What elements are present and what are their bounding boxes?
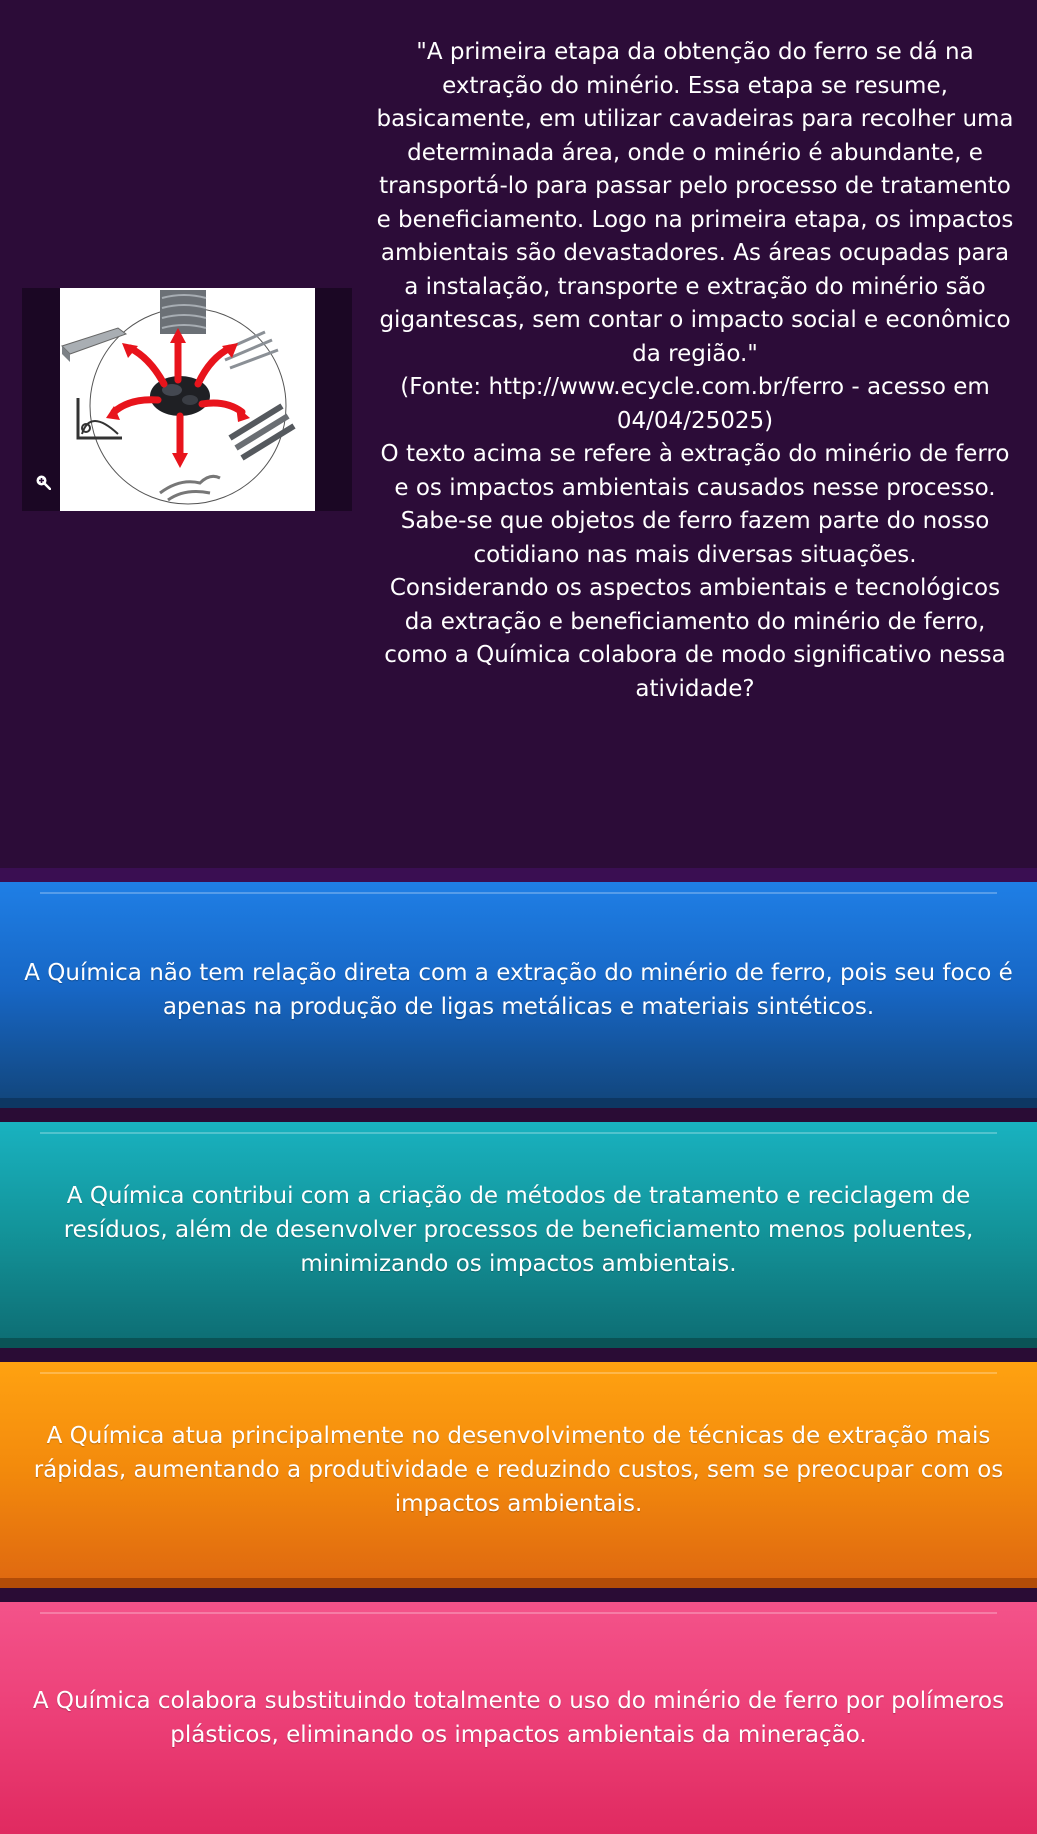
answer-option-1-text: A Química não tem relação direta com a extração do minério de ferro, pois seu foco é apenas na produção de ligas metálicas e materiais sintéticos. [24,960,1013,1020]
answer-option-4[interactable] [0,1602,1037,1834]
zoom-in-icon-svg [35,474,51,490]
question-image-panel [22,288,352,511]
zoom-in-icon[interactable] [33,474,53,494]
answer-option-2-text: A Química contribui com a criação de métodos de tratamento e reciclagem de resíduos, além de desenvolver processos de beneficiamento menos poluentes, minimizando os impactos ambientais. [63,1183,974,1277]
question-paragraph-quote: "A primeira etapa da obtenção do ferro se dá na extração do minério. Essa etapa se resume, basicamente, em utilizar cavadeiras para recolher uma determinada área, onde o minério é abundante, e transportá-lo para passar pelo processo de tratamento e beneficiamento. Logo na primeira etapa, os impactos ambientais são devastadores. As áreas ocupadas para a instalação, transporte e extração do minério são gigantescas, sem contar o impacto social e econômico da região." [376,39,1014,367]
answer-option-3[interactable] [0,1362,1037,1588]
answer-option-1[interactable] [0,882,1037,1108]
question-paragraph-prompt: Considerando os aspectos ambientais e tecnológicos da extração e beneficiamento do minério de ferro, como a Química colabora de modo significativo nessa atividade? [384,575,1006,702]
question-area [0,0,1037,868]
question-text [375,36,1015,706]
answer-option-3-text: A Química atua principalmente no desenvolvimento de técnicas de extração mais rápidas, aumentando a produtividade e reduzindo custos, sem se preocupar com os impactos ambientais. [33,1423,1004,1517]
question-paragraph-source: (Fonte: http://www.ecycle.com.br/ferro - acesso em 04/04/25025) [400,374,990,434]
answer-option-2[interactable] [0,1122,1037,1348]
iron-cycle-diagram [60,288,315,511]
divider-strip [0,868,1037,882]
iron-cycle-illustration [60,288,315,511]
answer-option-4-text: A Química colabora substituindo totalmente o uso do minério de ferro por polímeros plásticos, eliminando os impactos ambientais da mineração. [32,1688,1005,1748]
question-paragraph-context: O texto acima se refere à extração do minério de ferro e os impactos ambientais causados nesse processo. Sabe-se que objetos de ferro fazem parte do nosso cotidiano nas mais diversas situações. [380,441,1010,568]
